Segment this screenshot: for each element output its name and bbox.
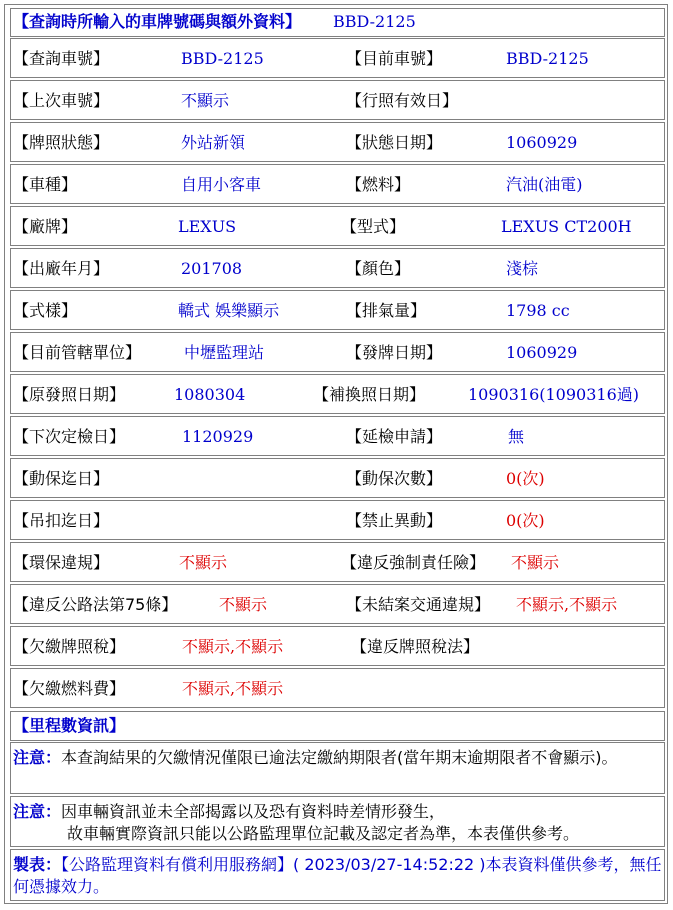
field-label: 【環保違規】: [13, 553, 110, 572]
table-row: [10, 206, 665, 246]
field-label: 【牌照狀態】: [13, 133, 110, 152]
table-row: [10, 584, 665, 624]
field-label: 【燃料】: [346, 175, 411, 194]
field-label: 【未結案交通違規】: [346, 595, 491, 614]
footer-label: 製表：: [13, 855, 62, 874]
note-2-line2: 故車輛實際資訊只能以公路監理單位記載及認定者為準，本表僅供參考。: [67, 824, 580, 843]
note-2-label: 注意：: [13, 802, 62, 821]
table-row: [10, 542, 665, 582]
field-value: BBD-2125: [506, 49, 589, 68]
table-row: [10, 332, 665, 372]
field-value: 不顯示: [219, 595, 268, 614]
note-1-label: 注意：: [13, 748, 62, 767]
field-label: 【欠繳牌照稅】: [13, 637, 126, 656]
field-value: 淺棕: [506, 259, 539, 278]
field-label: 【顏色】: [346, 259, 411, 278]
field-label: 【目前管轄單位】: [13, 343, 142, 362]
field-value: 中壢監理站: [184, 343, 265, 362]
field-label: 【排氣量】: [346, 301, 427, 320]
note-2-text: [11, 797, 581, 845]
field-value: 無: [508, 427, 525, 446]
mileage-section: [10, 711, 665, 741]
field-value: 1090316(1090316過): [468, 385, 640, 404]
report-header: [10, 8, 665, 37]
field-value: 0(次): [506, 469, 545, 488]
table-row: [10, 458, 665, 498]
table-row: [10, 122, 665, 162]
field-value: 轎式 娛樂顯示: [178, 301, 280, 320]
field-value: 不顯示,不顯示: [182, 679, 284, 698]
field-value: BBD-2125: [181, 49, 264, 68]
report-footer: [10, 849, 665, 901]
field-label: 【廠牌】: [13, 217, 78, 236]
field-label: 【發牌日期】: [346, 343, 443, 362]
mileage-title: 【里程數資訊】: [13, 716, 126, 735]
field-value: LEXUS CT200H: [501, 217, 632, 236]
field-label: 【下次定檢日】: [13, 427, 126, 446]
field-value: 1060929: [506, 133, 578, 152]
field-label: 【禁止異動】: [346, 511, 443, 530]
field-label: 【車種】: [13, 175, 78, 194]
footer-text: [11, 850, 664, 898]
note-1-body: 本查詢結果的欠繳情況僅限已逾法定繳納期限者(當年期末逾期限者不會顯示)。: [61, 748, 618, 767]
footer-source: 【公路監理資料有償利用服務網】: [61, 855, 294, 874]
field-value: 201708: [181, 259, 243, 278]
note-1: [10, 742, 665, 794]
field-value: 不顯示,不顯示: [182, 637, 284, 656]
table-row: [10, 164, 665, 204]
field-value: 1120929: [182, 427, 254, 446]
field-value: 自用小客車: [181, 175, 262, 194]
table-row: [10, 668, 665, 708]
field-label: 【行照有效日】: [346, 91, 459, 110]
table-row: [10, 80, 665, 120]
footer-disclaimer: 本表資料僅供參考，無任何憑據效力。: [13, 855, 662, 896]
field-label: 【違反強制責任險】: [341, 553, 486, 572]
table-row: [10, 626, 665, 666]
field-value: 1080304: [174, 385, 246, 404]
table-row: [10, 290, 665, 330]
header-plate: BBD-2125: [333, 12, 416, 31]
field-label: 【型式】: [341, 217, 406, 236]
note-2: [10, 796, 665, 847]
field-label: 【欠繳燃料費】: [13, 679, 126, 698]
field-label: 【查詢車號】: [13, 49, 110, 68]
field-label: 【動保迄日】: [13, 469, 110, 488]
field-value: 汽油(油電): [506, 175, 583, 194]
footer-timestamp: ( 2023/03/27-14:52:22 ): [293, 855, 486, 874]
field-value: 1798 cc: [506, 301, 570, 320]
field-label: 【狀態日期】: [346, 133, 443, 152]
field-label: 【違反公路法第75條】: [13, 595, 178, 614]
field-label: 【動保次數】: [346, 469, 443, 488]
field-label: 【式樣】: [13, 301, 78, 320]
table-row: [10, 416, 665, 456]
field-value: 不顯示: [179, 553, 228, 572]
field-value: 0(次): [506, 511, 545, 530]
table-row: [10, 248, 665, 288]
field-value: 不顯示: [511, 553, 560, 572]
table-row: [10, 500, 665, 540]
field-label: 【出廠年月】: [13, 259, 110, 278]
field-value: LEXUS: [178, 217, 237, 236]
field-value: 不顯示: [181, 91, 230, 110]
field-label: 【違反牌照稅法】: [351, 637, 480, 656]
table-row: [10, 374, 665, 414]
field-label: 【吊扣迄日】: [13, 511, 110, 530]
field-value: 不顯示,不顯示: [516, 595, 618, 614]
note-2-line1: 因車輛資訊並未全部揭露以及恐有資料時差情形發生，: [61, 802, 446, 821]
table-row: [10, 38, 665, 78]
field-label: 【補換照日期】: [313, 385, 426, 404]
field-label: 【上次車號】: [13, 91, 110, 110]
field-value: 1060929: [506, 343, 578, 362]
field-value: 外站新領: [181, 133, 246, 152]
field-label: 【延檢申請】: [346, 427, 443, 446]
field-label: 【目前車號】: [346, 49, 443, 68]
field-label: 【原發照日期】: [13, 385, 126, 404]
note-1-text: [11, 743, 620, 769]
header-label: 【查詢時所輸入的車牌號碼與額外資料】: [13, 12, 302, 31]
